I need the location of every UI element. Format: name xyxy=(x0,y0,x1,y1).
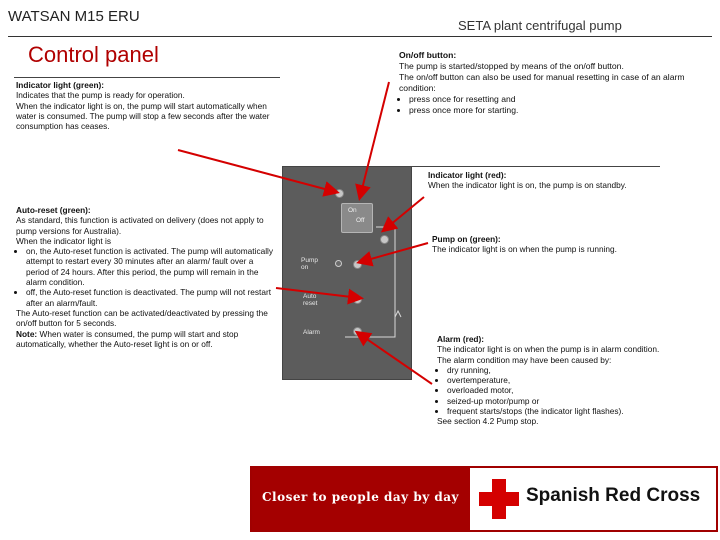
onoff-text-1: The pump is started/stopped by means of the on/off button. xyxy=(399,61,624,71)
arrow-green-indicator xyxy=(178,150,336,192)
indicator-green-heading: Indicator light (green): xyxy=(16,80,105,90)
auto-reset-text-2: When the indicator light is xyxy=(16,235,112,246)
footer-brand: Spanish Red Cross xyxy=(526,485,701,506)
auto-reset-note-label: Note: xyxy=(16,328,38,339)
onoff-on-label: On xyxy=(348,207,357,214)
onoff-bullet-start: • press once more for starting. xyxy=(409,105,695,116)
pump-on-heading: Pump on (green): xyxy=(432,234,501,244)
red-cross-logo xyxy=(479,479,519,519)
onoff-off-label: Off xyxy=(356,217,365,224)
auto-reset-text-3: The Auto-reset function can be activated/deactivated by pressing the on/off button for 5 seconds. xyxy=(16,307,268,329)
alarm-cause-item: • seized-up motor/pump or xyxy=(447,396,697,406)
auto-reset-label: Auto reset xyxy=(303,293,318,307)
onoff-text-2: The on/off button can also be used for manual resetting in case of an alarm condition: xyxy=(399,72,685,93)
alarm-cause-item: • overtemperature, xyxy=(447,375,697,385)
arrow-auto-reset xyxy=(276,288,360,298)
alarm-cause-item: • frequent starts/stops (the indicator light flashes). xyxy=(447,406,697,416)
indicator-green-text-2: When the indicator light is on, the pump will start automatically when water is consumed. The pump will stop a few seconds after the water consumption has ceases. xyxy=(16,100,270,132)
arrow-onoff-button xyxy=(360,82,389,197)
auto-reset-text-1: As standard, this function is activated on delivery (does not apply to pump versions for Australia). xyxy=(16,215,264,236)
arrow-red-indicator xyxy=(384,197,424,230)
alarm-cause-item: • overloaded motor, xyxy=(447,385,697,395)
pump-on-label: Pump on xyxy=(301,257,318,271)
auto-reset-heading: Auto-reset (green): xyxy=(16,205,91,215)
onoff-heading: On/off button: xyxy=(399,50,457,60)
arrow-alarm xyxy=(358,333,432,384)
alarm-heading: Alarm (red): xyxy=(437,334,485,344)
header-right-title: SETA plant centrifugal pump xyxy=(458,18,622,33)
alarm-text-2: The alarm condition may have been caused by: xyxy=(437,354,612,365)
onoff-bullet-reset: • press once for resetting and xyxy=(409,94,695,105)
indicator-red-text: When the indicator light is on, the pump is on standby. xyxy=(428,180,627,191)
footer-banner xyxy=(250,466,718,532)
footer-slogan-panel xyxy=(252,468,470,530)
footer-slogan: Closer to people day by day xyxy=(262,490,460,504)
auto-reset-note: When water is consumed, the pump will start and stop automatically, whether the Auto-reset light is on or off. xyxy=(16,328,239,349)
auto-reset-bullet-off: • off, the Auto-reset function is deactivated. The pump will not restart after an alarm/fault. xyxy=(26,287,278,308)
indicator-red-heading: Indicator light (red): xyxy=(428,170,507,180)
auto-reset-bullet-on: • on, the Auto-reset function is activated. The pump will automatically attempt to restart every 30 minutes after an alarm/ fault over a period of 24 hours. After this period, the pump will remain in the alarm condition. xyxy=(26,246,278,287)
header-left-title: WATSAN M15 ERU xyxy=(8,8,140,25)
alarm-cause-item: • dry running, xyxy=(447,365,697,375)
alarm-see-section: See section 4.2 Pump stop. xyxy=(437,416,539,427)
alarm-text-1: The indicator light is on when the pump is in alarm condition. xyxy=(437,344,660,355)
page-title: Control panel xyxy=(28,42,159,67)
pump-on-text: The indicator light is on when the pump is running. xyxy=(432,244,617,255)
arrow-pump-on xyxy=(360,243,428,262)
alarm-label: Alarm xyxy=(303,329,320,336)
indicator-green-text-1: Indicates that the pump is ready for operation. xyxy=(16,90,185,101)
